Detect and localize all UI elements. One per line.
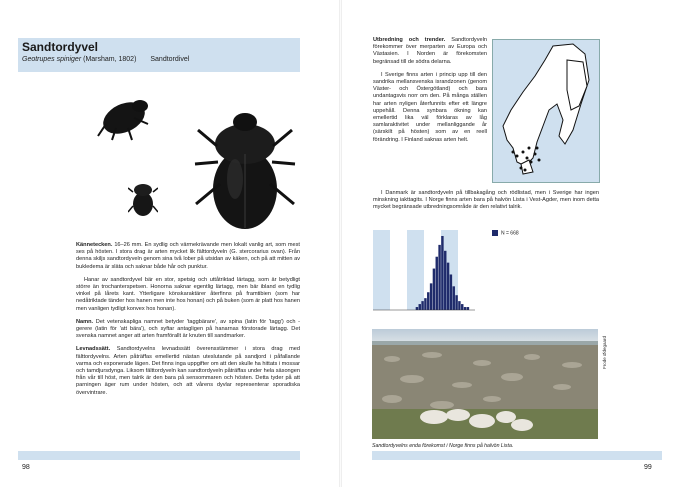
right-body-text-full <box>373 190 599 218</box>
histogram-bar <box>455 295 457 310</box>
paragraph-namn: Namn. Det vetenskapliga namnet betyder 'taggbärare', av spina (latin för 'tagg') och -gerere (latin för 'att bära'), och syftar antagligen på hanarnas förstorade lärtagg. Det svenska namnet anger att arten framförallt är knuten till sandmarker. <box>76 318 300 340</box>
histogram-bar <box>467 307 469 310</box>
histogram-bar <box>464 307 466 310</box>
histogram-bar <box>427 292 429 310</box>
histogram-bar <box>447 263 449 310</box>
histogram-bar <box>461 304 463 310</box>
phenology-chart <box>373 230 475 316</box>
left-page-number: 98 <box>22 464 30 471</box>
histogram-bar <box>438 245 440 310</box>
chart-legend <box>492 230 519 236</box>
photo-credit: Frode Ødegaard <box>602 336 607 370</box>
right-footer-band <box>372 451 662 460</box>
legend-swatch <box>492 230 498 236</box>
page-gutter <box>339 0 342 487</box>
histogram-bar <box>444 251 446 310</box>
right-page-number: 99 <box>644 464 652 471</box>
histogram-bar <box>419 304 421 310</box>
beetle-illustration-side <box>94 94 152 142</box>
paragraph-utbredning: Utbredning och trender. Sandtordyveln förekommer över merparten av Europa och Västasien. I Norden är förekomsten begränsad till de södra delarna. <box>373 37 487 65</box>
paragraph-kannetecken: Kännetecken. 16–26 mm. En sydlig och värmekrävande men lokalt vanlig art, som mest ses på hösten. I stora drag är arten mycket lik fälttordyveln (G. stercorarius ovan). Från denna skiljs sandtordyveln genom sina två lober på utsidan av käken, och på att mitten av bukledema är släta och saknar både hår och punktur. <box>76 242 300 270</box>
sheep-on-rocky-shore-image <box>372 329 598 439</box>
histogram-bar <box>436 257 438 310</box>
author-citation: (Marsham, 1802) <box>83 56 137 63</box>
paragraph-danmark: I Danmark är sandtordyveln på tillbakagång och rödlistad, men i Sverige har ingen minskning iakttagits. I Norge finns arten bara på halvön Lista i Vest-Agder, men inom detta mycket begränsade utbredningsområde är den relativt talrik. <box>373 190 599 211</box>
histogram-bar <box>453 286 455 310</box>
month-band <box>407 230 424 310</box>
histogram-bar <box>424 298 426 310</box>
beetle-illustration-small <box>128 178 158 218</box>
histogram-bar <box>450 274 452 310</box>
histogram-bar <box>416 307 418 310</box>
histogram-bar <box>421 301 423 310</box>
left-footer-band <box>18 451 300 460</box>
scientific-name: Geotrupes spiniger <box>22 56 82 63</box>
paragraph-levnadssatt: Levnadssätt. Sandtordyvelns levnadssätt överensstämmer i stora drag med fälttordyvelns. Arten påträffas emellertid nästan uteslutande på sandjord i påfallande varma och exponerade lägen. Det finns inga uppgifter om att den skulle ha hittats i mossar och tamdjursdynga. Liksom fälttordyveln kan sandtordyveln påträffas under hela säsongen från vår till höst, men talrik är den bara på sensommaren och hösten. Detta tyder på att parningen äger rum under hösten, och att vårens dyvlar representerar sporadiska övervintrare. <box>76 346 301 396</box>
habitat-photo <box>372 329 598 439</box>
month-band <box>373 230 390 310</box>
left-body-text <box>76 242 300 403</box>
species-title: Sandtordyvel <box>22 40 99 54</box>
legend-label: N = 668 <box>501 230 519 237</box>
distribution-map <box>492 39 600 183</box>
right-body-text-top <box>373 37 487 150</box>
species-subtitle <box>22 56 189 63</box>
beetle-illustration-large <box>190 84 300 234</box>
histogram-bar <box>430 283 432 310</box>
paragraph-sverige: I Sverige finns arten i princip upp till den sandrika mellansvenska israndzonen (genom Väster- och Östergötland) och bara undantagsvis norr om den. På många ställen har arten nyligen återfunnits efter ett längre uppehåll. Denna synbara ökning kan emellertid lika väl förklaras av låg samlaraktivitet under mellanliggande år (särskilt på hösten) som av en reell förändring. I Finland saknas arten helt. <box>373 71 487 143</box>
paragraph-hanar: Hanar av sandtordyvel bär en stor, spetsig och uttåtriktad lärtagg, som är betydligt större än trochanterspetsen. Honorna saknar egentlig lärtagg, men bär ibland en tydlig vinkel på lårets kant. Ytterligare könskaraktärer återfinns på framtibien (som har nedåtriktade tänder hos hanen men inte hos honan) och på buken (som är platt hos hanen men vanligen tydligt konvex hos honan). <box>76 276 300 312</box>
histogram-bar <box>458 301 460 310</box>
common-name: Sandtordivel <box>150 56 190 63</box>
scandinavia-map-icon <box>493 40 599 182</box>
photo-caption: Sandtordyvelns enda förekomst i Norge finns på halvön Lista. <box>372 443 514 449</box>
histogram-bar <box>433 269 435 310</box>
histogram-bar <box>441 236 443 310</box>
